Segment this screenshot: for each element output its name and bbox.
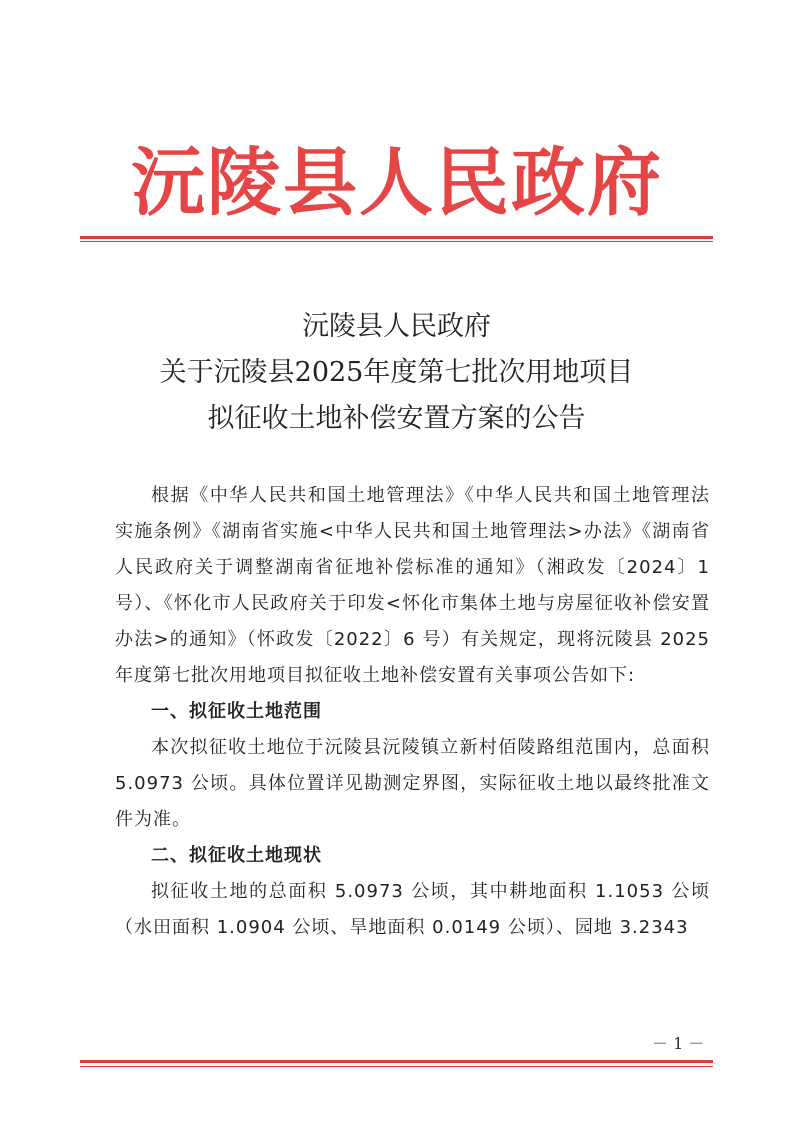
- footer-divider: [80, 1060, 713, 1063]
- title-line-1: 沅陵县人民政府: [302, 311, 491, 342]
- section-1-heading: 一、拟征收土地范围: [151, 701, 322, 722]
- document-title: [80, 304, 713, 442]
- section-1-paragraph: 本次拟征收土地位于沅陵县沅陵镇立新村佰陵路组范围内，总面积 5.0973 公顷。具体位置详见勘测定界图，实际征收土地以最终批准文件为准。: [115, 737, 710, 830]
- page-number: － 1 －: [652, 1034, 705, 1053]
- document-body: [115, 478, 710, 946]
- section-2-paragraph: 拟征收土地的总面积 5.0973 公顷，其中耕地面积 1.1053 公顷（水田面积 1.0904 公顷、旱地面积 0.0149 公顷）、园地 3.2343: [115, 881, 710, 938]
- footer-divider-thin: [80, 1066, 713, 1067]
- section-2-heading: 二、拟征收土地现状: [151, 845, 322, 866]
- title-line-3: 拟征收土地补偿安置方案的公告: [207, 403, 586, 434]
- masthead-divider-thin: [80, 241, 713, 242]
- intro-paragraph: 根据《中华人民共和国土地管理法》《中华人民共和国土地管理法实施条例》《湖南省实施<中华人民共和国土地管理法>办法》《湖南省人民政府关于调整湖南省征地补偿标准的通知》（湘政发〔2024〕1 号）、《怀化市人民政府关于印发<怀化市集体土地与房屋征收补偿安置办法>的通知》（怀政发〔2022〕6 号）有关规定，现将沅陵县 2025 年度第七批次用地项目拟征收土地补偿安置有关事项公告如下:: [115, 485, 710, 686]
- masthead-divider: [80, 236, 713, 239]
- title-line-2: 关于沅陵县2025年度第七批次用地项目: [159, 357, 634, 388]
- masthead-org-name: 沅陵县人民政府: [131, 140, 663, 226]
